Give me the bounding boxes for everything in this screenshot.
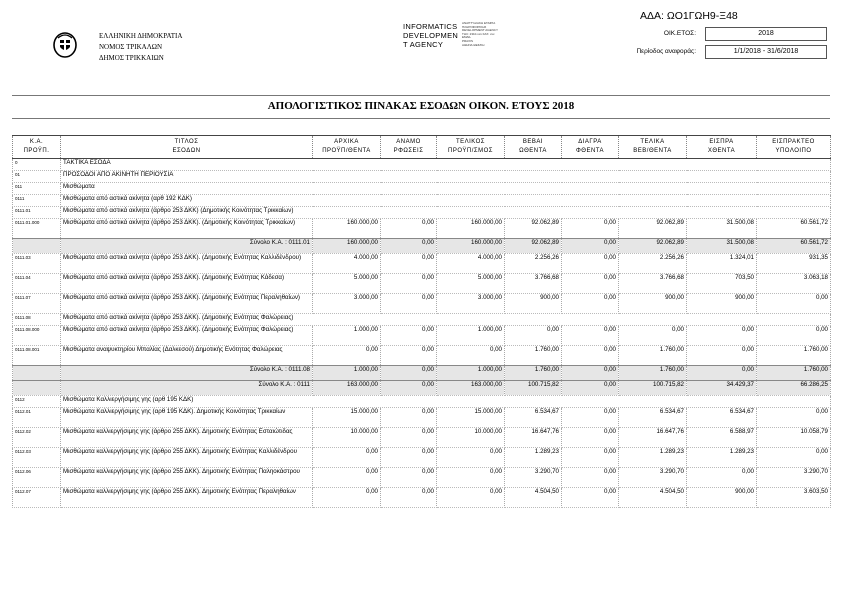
amount-cell: 3.000,00 (313, 294, 381, 314)
account-code-cell: 0111.04 (13, 274, 61, 294)
amount-cell: 160.000,00 (313, 239, 381, 254)
amount-cell: 3.290,70 (757, 468, 831, 488)
account-code-cell: 0112.02 (13, 428, 61, 448)
col-header: ΕΙΣΠΡΑ ΧΘΕΝΤΑ (687, 136, 757, 159)
title-cell: Μισθώματα Καλλιεργήσιμης γης (αρθ 195 ΚΔΚ) (61, 396, 831, 408)
amount-cell: 1.289,23 (505, 448, 562, 468)
account-code-cell: 0111.03 (13, 254, 61, 274)
amount-cell: 4.504,50 (619, 488, 687, 508)
account-code-cell: 0112.06 (13, 468, 61, 488)
amount-cell: 0,00 (562, 254, 619, 274)
company-detail: ΤΗΛ: 2310-xxx FAX: xxx (462, 31, 495, 36)
amount-cell: 0,00 (687, 468, 757, 488)
amount-cell: 60.561,72 (757, 219, 831, 239)
amount-cell: 1.324,01 (687, 254, 757, 274)
amount-cell: 10.000,00 (313, 428, 381, 448)
amount-cell: 0,00 (437, 448, 505, 468)
amount-cell: 0,00 (562, 274, 619, 294)
amount-cell: 0,00 (687, 326, 757, 346)
amount-cell: 1.000,00 (313, 366, 381, 381)
account-code-cell: 011 (13, 183, 61, 195)
col-header: ΑΝΑΜΟ ΡΦΩΣΕΙΣ (381, 136, 437, 159)
amount-cell: 3.766,68 (505, 274, 562, 294)
amount-cell: 1.000,00 (313, 326, 381, 346)
amount-cell: 0,00 (757, 448, 831, 468)
divider (12, 95, 830, 96)
amount-cell: 34.429,37 (687, 381, 757, 396)
empty-cell (13, 366, 61, 381)
amount-cell: 931,35 (757, 254, 831, 274)
table-row-heading (13, 183, 831, 195)
table-header-row (13, 136, 831, 159)
account-code-cell: 0112.03 (13, 448, 61, 468)
table-row (13, 408, 831, 428)
amount-cell: 0,00 (562, 326, 619, 346)
account-code-cell: 0112.01 (13, 408, 61, 428)
amount-cell: 160.000,00 (437, 239, 505, 254)
col-header: ΑΡΧΙΚΑ ΠΡΟΫΠ/ΘΕΝΤΑ (313, 136, 381, 159)
amount-cell: 1.760,00 (619, 346, 687, 366)
amount-cell: 1.289,23 (619, 448, 687, 468)
subtotal-label-cell: Σύνολο Κ.Α. : 0111 (61, 381, 313, 396)
table-row-heading (13, 171, 831, 183)
greek-emblem-icon (52, 30, 78, 58)
amount-cell: 900,00 (505, 294, 562, 314)
col-header: ΤΕΛΙΚΟΣ ΠΡΟΫΠ/ΣΜΟΣ (437, 136, 505, 159)
empty-cell (13, 239, 61, 254)
col-header: ΔΙΑΓΡΑ ΦΘΕΝΤΑ (562, 136, 619, 159)
amount-cell: 100.715,82 (505, 381, 562, 396)
table-row (13, 326, 831, 346)
account-code-cell: 01 (13, 171, 61, 183)
amount-cell: 900,00 (687, 294, 757, 314)
amount-cell: 3.766,68 (619, 274, 687, 294)
table-row (13, 346, 831, 366)
title-cell: Μισθώματα από αστικά ακίνητα (άρθρο 253 ΔΚΚ). (Δημοτικής Ενότητας Καλλιδένδρου) (61, 254, 313, 274)
amount-cell: 0,00 (381, 408, 437, 428)
amount-cell: 0,00 (687, 366, 757, 381)
title-cell: Μισθώματα αναψυκτηρίου Μπαλίας (Δαλκεσού) Δημοτικής Ενότητας Φαλώρειας (61, 346, 313, 366)
title-cell: Μισθώματα από αστικά ακίνητα (άρθρο 253 ΔΚΚ). (Δημοτικής Ενότητας Φαλώρειας) (61, 326, 313, 346)
amount-cell: 1.760,00 (757, 366, 831, 381)
subtotal-row (13, 366, 831, 381)
title-cell: ΤΑΚΤΙΚΑ ΕΣΟΔΑ (61, 159, 831, 171)
account-code-cell: 0111.08.000 (13, 326, 61, 346)
amount-cell: 3.063,18 (757, 274, 831, 294)
company-detail: ΑΘΗΝΑ ΘΕΣ/ΚΗ (462, 42, 485, 47)
amount-cell: 15.000,00 (313, 408, 381, 428)
amount-cell: 0,00 (313, 346, 381, 366)
account-code-cell: 0111 (13, 195, 61, 207)
account-code-cell: 0112.07 (13, 488, 61, 508)
amount-cell: 4.504,50 (505, 488, 562, 508)
amount-cell: 1.760,00 (757, 346, 831, 366)
amount-cell: 0,00 (562, 381, 619, 396)
amount-cell: 6.588,97 (687, 428, 757, 448)
company-line-1: INFORMATICS (403, 22, 458, 31)
amount-cell: 163.000,00 (437, 381, 505, 396)
title-cell: ΠΡΟΣΟΔΟΙ ΑΠΟ ΑΚΙΝΗΤΗ ΠΕΡΙΟΥΣΙΑ (61, 171, 831, 183)
empty-cell (13, 381, 61, 396)
amount-cell: 0,00 (381, 219, 437, 239)
title-cell: Μισθώματα από αστικά ακίνητα (άρθρο 253 ΔΚΚ). (Δημοτικής Κοινότητας Τρικκαίων) (61, 219, 313, 239)
title-cell: Μισθώματα (61, 183, 831, 195)
amount-cell: 0,00 (381, 448, 437, 468)
amount-cell: 0,00 (562, 468, 619, 488)
amount-cell: 900,00 (619, 294, 687, 314)
title-cell: Μισθώματα Καλλιεργήσιμης γης (αρθ 195 ΚΔΚ). Δημοτικής Κοινότητας Τρικκαίων (61, 408, 313, 428)
amount-cell: 0,00 (562, 346, 619, 366)
amount-cell: 1.760,00 (619, 366, 687, 381)
amount-cell: 16.647,76 (505, 428, 562, 448)
amount-cell: 0,00 (381, 381, 437, 396)
title-cell: Μισθώματα από αστικά ακίνητα (άρθρο 253 ΔΚΚ). (Δημοτικής Ενότητας Φαλώρειας) (61, 314, 831, 326)
divider (12, 118, 830, 119)
amount-cell: 0,00 (562, 239, 619, 254)
table-row (13, 294, 831, 314)
subtotal-label-cell: Σύνολο Κ.Α. : 0111.01 (61, 239, 313, 254)
amount-cell: 100.715,82 (619, 381, 687, 396)
title-cell: Μισθώματα καλλιεργήσιμης γης (άρθρο 255 ΔΚΚ). Δημοτικής Ενότητας Παληοκάστρου (61, 468, 313, 488)
company-detail: PRAXIS (462, 38, 474, 43)
amount-cell: 3.603,50 (757, 488, 831, 508)
col-header: ΤΕΛΙΚΑ ΒΕΒ/ΘΕΝΤΑ (619, 136, 687, 159)
table-row-heading (13, 396, 831, 408)
amount-cell: 2.256,26 (505, 254, 562, 274)
amount-cell: 66.286,25 (757, 381, 831, 396)
amount-cell: 92.062,89 (619, 239, 687, 254)
amount-cell: 4.000,00 (437, 254, 505, 274)
period-value: 1/1/2018 - 31/6/2018 (705, 45, 827, 59)
amount-cell: 0,00 (437, 468, 505, 488)
col-header: Κ.Α. ΠΡΟΫΠ. (13, 136, 61, 159)
amount-cell: 163.000,00 (313, 381, 381, 396)
amount-cell: 16.647,76 (619, 428, 687, 448)
title-cell: Μισθώματα από αστικά ακίνητα (αρθ 192 ΚΔΚ) (61, 195, 831, 207)
amount-cell: 0,00 (757, 294, 831, 314)
amount-cell: 0,00 (381, 254, 437, 274)
table-row-heading (13, 207, 831, 219)
amount-cell: 0,00 (381, 239, 437, 254)
amount-cell: 0,00 (381, 294, 437, 314)
amount-cell: 0,00 (381, 366, 437, 381)
amount-cell: 0,00 (562, 428, 619, 448)
amount-cell: 31.500,08 (687, 239, 757, 254)
amount-cell: 0,00 (381, 468, 437, 488)
issuer-block (99, 31, 182, 64)
table-row-heading (13, 314, 831, 326)
account-code-cell: 0111.08.001 (13, 346, 61, 366)
amount-cell: 1.000,00 (437, 366, 505, 381)
amount-cell: 0,00 (381, 488, 437, 508)
amount-cell: 0,00 (562, 219, 619, 239)
company-details (462, 22, 498, 47)
account-code-cell: 0111.01.000 (13, 219, 61, 239)
col-header: ΒΕΒΑΙ ΩΘΕΝΤΑ (505, 136, 562, 159)
amount-cell: 0,00 (562, 408, 619, 428)
table-row (13, 219, 831, 239)
col-header: ΕΙΣΠΡΑΚΤΕΟ ΥΠΟΛΟΙΠΟ (757, 136, 831, 159)
amount-cell: 2.256,26 (619, 254, 687, 274)
amount-cell: 3.290,70 (505, 468, 562, 488)
amount-cell: 10.000,00 (437, 428, 505, 448)
title-cell: Μισθώματα καλλιεργήσιμης γης (άρθρο 255 ΔΚΚ). Δημοτικής Ενότητας Καλλιδένδρου (61, 448, 313, 468)
issuer-line-2: ΝΟΜΟΣ ΤΡΙΚΑΛΩΝ (99, 43, 163, 51)
amount-cell: 15.000,00 (437, 408, 505, 428)
company-detail: ΑΝΑΠΤΥΞΙΑΚΗ ΕΤΑΙΡΙΑ (462, 21, 496, 25)
account-code-cell: 0 (13, 159, 61, 171)
fiscal-year-value: 2018 (705, 27, 827, 41)
table-row-heading (13, 159, 831, 171)
subtotal-row (13, 381, 831, 396)
amount-cell: 0,00 (562, 366, 619, 381)
period-label: Περίοδος αναφοράς: (636, 48, 696, 55)
amount-cell: 703,50 (687, 274, 757, 294)
amount-cell: 1.760,00 (505, 366, 562, 381)
company-detail: EMAIL (462, 35, 472, 40)
amount-cell: 60.561,72 (757, 239, 831, 254)
amount-cell: 6.534,67 (619, 408, 687, 428)
amount-cell: 0,00 (437, 488, 505, 508)
amount-cell: 92.062,89 (505, 219, 562, 239)
amount-cell: 6.534,67 (687, 408, 757, 428)
table-row (13, 254, 831, 274)
amount-cell: 31.500,08 (687, 219, 757, 239)
amount-cell: 3.290,70 (619, 468, 687, 488)
amount-cell: 1.760,00 (505, 346, 562, 366)
amount-cell: 0,00 (505, 326, 562, 346)
company-logo-text (403, 22, 458, 49)
company-line-3: T AGENCY (403, 40, 444, 49)
amount-cell: 92.062,89 (505, 239, 562, 254)
amount-cell: 5.000,00 (437, 274, 505, 294)
amount-cell: 0,00 (562, 488, 619, 508)
amount-cell: 3.000,00 (437, 294, 505, 314)
amount-cell: 92.062,89 (619, 219, 687, 239)
amount-cell: 0,00 (381, 428, 437, 448)
col-header: ΤΙΤΛΟΣ ΕΣΟΔΩΝ (61, 136, 313, 159)
table-row (13, 448, 831, 468)
report-title: ΑΠΟΛΟΓΙΣΤΙΚΟΣ ΠΙΝΑΚΑΣ ΕΣΟΔΩΝ ΟΙΚΟΝ. ΕΤΟΥΣ 2018 (267, 100, 575, 112)
amount-cell: 0,00 (381, 326, 437, 346)
amount-cell: 1.000,00 (437, 326, 505, 346)
account-code-cell: 0111.01 (13, 207, 61, 219)
title-cell: Μισθώματα από αστικά ακίνητα (άρθρο 253 ΔΚΚ). (Δημοτικής Ενότητας Κάδεσα) (61, 274, 313, 294)
company-line-2: DEVELOPMEN (403, 31, 459, 40)
amount-cell: 0,00 (381, 346, 437, 366)
amount-cell: 0,00 (757, 326, 831, 346)
amount-cell: 0,00 (562, 448, 619, 468)
amount-cell: 0,00 (687, 346, 757, 366)
account-code-cell: 0111.07 (13, 294, 61, 314)
amount-cell: 6.534,67 (505, 408, 562, 428)
company-detail: ΠΛΗΡΟΦΟΡΙΚΗΣ (462, 24, 487, 29)
company-detail: DEVELOPMENT AGENCY (462, 28, 498, 33)
amount-cell: 900,00 (687, 488, 757, 508)
amount-cell: 0,00 (437, 346, 505, 366)
revenue-table (12, 135, 831, 508)
amount-cell: 0,00 (313, 468, 381, 488)
fiscal-year-label: ΟΙΚ.ΕΤΟΣ: (663, 30, 696, 37)
amount-cell: 0,00 (313, 488, 381, 508)
amount-cell: 160.000,00 (313, 219, 381, 239)
subtotal-label-cell: Σύνολο Κ.Α. : 0111.08 (61, 366, 313, 381)
title-cell: Μισθώματα καλλιεργήσιμης γης (άρθρο 255 ΔΚΚ). Δημοτικής Ενότητας Εσταιώτιδας (61, 428, 313, 448)
table-row (13, 468, 831, 488)
title-cell: Μισθώματα από αστικά ακίνητα (άρθρο 253 ΔΚΚ). (Δημοτικής Ενότητας Περαληθαίων) (61, 294, 313, 314)
amount-cell: 0,00 (757, 408, 831, 428)
table-row (13, 428, 831, 448)
amount-cell: 0,00 (313, 448, 381, 468)
table-row (13, 488, 831, 508)
amount-cell: 10.058,79 (757, 428, 831, 448)
account-code-cell: 0112 (13, 396, 61, 408)
amount-cell: 4.000,00 (313, 254, 381, 274)
amount-cell: 0,00 (562, 294, 619, 314)
ada-code: ΑΔΑ: ΩΟ1ΓΩΗ9-Ξ48 (640, 10, 738, 22)
table-row (13, 274, 831, 294)
amount-cell: 0,00 (381, 274, 437, 294)
subtotal-row (13, 239, 831, 254)
title-cell: Μισθώματα καλλιεργήσιμης γης (άρθρο 255 ΔΚΚ). Δημοτικής Ενότητας Περαληθαίων (61, 488, 313, 508)
table-row-heading (13, 195, 831, 207)
account-code-cell: 0111.08 (13, 314, 61, 326)
issuer-line-3: ΔΗΜΟΣ ΤΡΙΚΚΑΙΩΝ (99, 54, 164, 62)
amount-cell: 0,00 (619, 326, 687, 346)
title-cell: Μισθώματα από αστικά ακίνητα (άρθρο 253 ΔΚΚ) (Δημοτικής Κοινότητας Τρικκαίων) (61, 207, 831, 219)
issuer-line-1: ΕΛΛΗΝΙΚΗ ΔΗΜΟΚΡΑΤΙΑ (99, 32, 183, 40)
amount-cell: 160.000,00 (437, 219, 505, 239)
amount-cell: 5.000,00 (313, 274, 381, 294)
amount-cell: 1.289,23 (687, 448, 757, 468)
